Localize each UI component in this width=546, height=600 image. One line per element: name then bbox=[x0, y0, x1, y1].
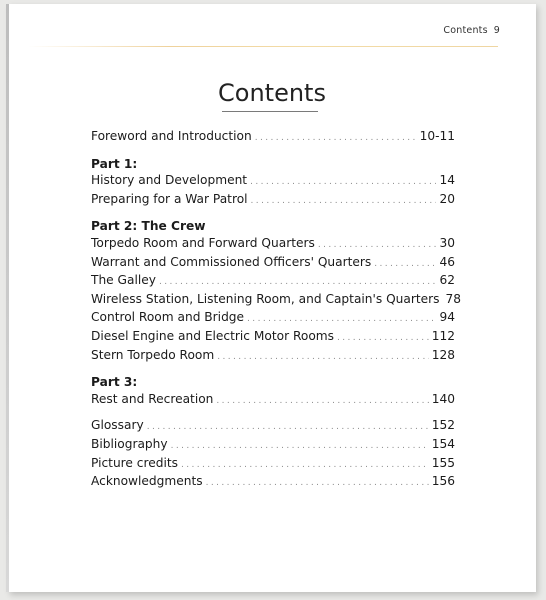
toc-entry-page: 94 bbox=[439, 310, 455, 325]
dot-leader bbox=[318, 237, 437, 254]
toc-entry bbox=[91, 235, 455, 254]
toc-entry-back-matter bbox=[91, 417, 455, 436]
toc-entry-label: History and Development bbox=[91, 173, 248, 188]
header-rule bbox=[28, 46, 498, 47]
toc-entry-label: Rest and Recreation bbox=[91, 391, 214, 406]
toc-entry bbox=[91, 309, 455, 328]
toc-entry-page: 10-11 bbox=[419, 129, 455, 143]
dot-leader bbox=[159, 274, 437, 291]
table-of-contents bbox=[91, 128, 462, 492]
part-heading-3: Part 3: bbox=[91, 375, 138, 390]
toc-entry-label: Control Room and Bridge bbox=[91, 310, 245, 325]
toc-entry-label: Picture credits bbox=[91, 455, 178, 470]
toc-entry-label: Glossary bbox=[91, 418, 144, 433]
dot-leader bbox=[251, 193, 437, 210]
dot-leader bbox=[181, 457, 429, 474]
toc-entry-page: 128 bbox=[431, 347, 455, 362]
toc-entry bbox=[91, 272, 455, 291]
toc-entry bbox=[91, 328, 455, 347]
dot-leader bbox=[374, 256, 436, 273]
toc-entry-label: Foreword and Introduction bbox=[91, 129, 252, 143]
running-head bbox=[443, 25, 500, 36]
toc-entry-page: 20 bbox=[439, 191, 455, 206]
section-spacer bbox=[91, 409, 455, 417]
toc-entry bbox=[91, 254, 455, 273]
toc-entry-label: Acknowledgments bbox=[91, 474, 203, 489]
running-head-page-number: 9 bbox=[493, 25, 500, 36]
toc-entry-page: 46 bbox=[439, 254, 455, 269]
toc-entry bbox=[91, 391, 455, 410]
toc-entry bbox=[91, 191, 455, 210]
toc-entry-label: Torpedo Room and Forward Quarters bbox=[91, 235, 315, 250]
toc-entry-page: 156 bbox=[431, 474, 455, 489]
book-page bbox=[8, 4, 536, 592]
toc-entry-label: Bibliography bbox=[91, 436, 168, 451]
toc-entry-page: 78 bbox=[445, 291, 462, 306]
title-underline bbox=[222, 111, 318, 112]
toc-entry-page: 62 bbox=[439, 273, 455, 288]
toc-entry-page: 155 bbox=[431, 455, 455, 470]
dot-leader bbox=[217, 349, 428, 366]
toc-entry-label: Wireless Station, Listening Room, and Captain's Quarters bbox=[91, 291, 440, 306]
toc-entry-page: 112 bbox=[431, 328, 455, 343]
part-heading-1: Part 1: bbox=[91, 156, 138, 171]
toc-entry-label: The Galley bbox=[91, 273, 156, 288]
toc-entry bbox=[91, 347, 455, 366]
dot-leader bbox=[247, 311, 436, 328]
toc-entry-back-matter bbox=[91, 455, 455, 474]
running-head-section: Contents bbox=[443, 25, 488, 36]
toc-entry-label: Stern Torpedo Room bbox=[91, 347, 215, 362]
dot-leader bbox=[255, 130, 417, 147]
toc-entry-page: 154 bbox=[431, 436, 455, 451]
toc-entry-label: Warrant and Commissioned Officers' Quarters bbox=[91, 254, 372, 269]
toc-entry bbox=[91, 172, 455, 191]
toc-entry-label: Diesel Engine and Electric Motor Rooms bbox=[91, 328, 335, 343]
toc-entry-back-matter bbox=[91, 473, 455, 492]
toc-entry-foreword bbox=[91, 128, 455, 147]
dot-leader bbox=[206, 475, 429, 492]
dot-leader bbox=[250, 174, 436, 191]
toc-entry bbox=[91, 291, 462, 310]
dot-leader bbox=[147, 419, 429, 436]
page-title: Contents bbox=[218, 79, 326, 107]
toc-entry-page: 152 bbox=[431, 418, 455, 433]
toc-entry-page: 30 bbox=[439, 235, 455, 250]
dot-leader bbox=[171, 438, 429, 455]
dot-leader bbox=[216, 393, 428, 410]
toc-entry-page: 14 bbox=[439, 173, 455, 188]
part-heading-2: Part 2: The Crew bbox=[91, 219, 206, 234]
toc-entry-page: 140 bbox=[431, 391, 455, 406]
dot-leader bbox=[337, 330, 429, 347]
toc-entry-label: Preparing for a War Patrol bbox=[91, 191, 248, 206]
toc-entry-back-matter bbox=[91, 436, 455, 455]
